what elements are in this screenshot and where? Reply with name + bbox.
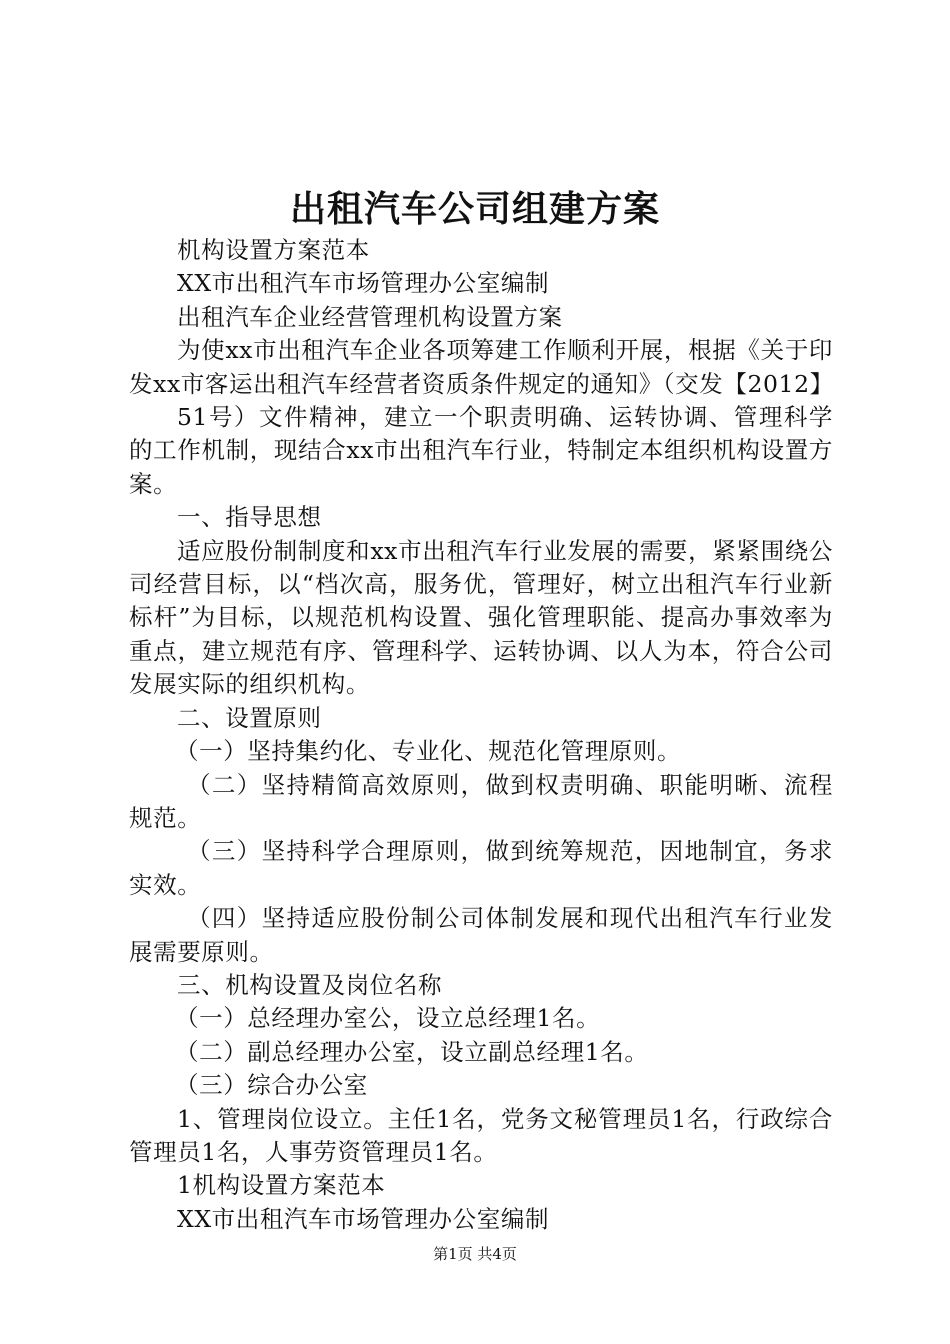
list-item: （一）坚持集约化、专业化、规范化管理原则。 bbox=[175, 737, 682, 766]
paragraph: 机构设置方案范本 bbox=[177, 236, 370, 264]
list-item: （四）坚持适应股份制公司体制发展和现代出租汽车行业发展需要原则。 bbox=[129, 904, 833, 966]
list-item: （二）副总经理办公室，设立副总经理1名。 bbox=[175, 1037, 649, 1066]
section-heading: 二、设置原则 bbox=[177, 703, 322, 732]
page-footer: 第1页 共4页 bbox=[433, 1245, 517, 1263]
paragraph: 1机构设置方案范本 bbox=[177, 1171, 386, 1200]
list-item: （三）坚持科学合理原则，做到统筹规范，因地制宜，务求实效。 bbox=[129, 837, 833, 899]
list-item: （三）综合办公室 bbox=[175, 1071, 368, 1100]
paragraph: 1、管理岗位设立。主任1名，党务文秘管理员1名，行政综合管理员1名，人事劳资管理员1名。 bbox=[129, 1104, 833, 1166]
paragraph: 适应股份制制度和xx市出租汽车行业发展的需要，紧紧围绕公司经营目标，以“档次高，服务优，管理好，树立出租汽车行业新标杆”为目标，以规范机构设置、强化管理职能、提高办事效率为重点，建立规范有序、管理科学、运转协调、以人为本，符合公司发展实际的组织机构。 bbox=[129, 536, 833, 699]
paragraph: 出租汽车企业经营管理机构设置方案 bbox=[177, 302, 563, 331]
document-body bbox=[129, 234, 833, 1236]
document-title: 出租汽车公司组建方案 bbox=[289, 188, 660, 230]
paragraph: XX市出租汽车市场管理办公室编制 bbox=[177, 269, 550, 298]
section-heading: 三、机构设置及岗位名称 bbox=[177, 970, 443, 999]
section-heading: 一、指导思想 bbox=[177, 503, 322, 532]
list-item: （二）坚持精简高效原则，做到权责明确、职能明晰、流程规范。 bbox=[129, 770, 833, 832]
list-item: （一）总经理办室公，设立总经理1名。 bbox=[175, 1004, 601, 1033]
paragraph: 为使xx市出租汽车企业各项筹建工作顺利开展，根据《关于印发xx市客运出租汽车经营者资质条件规定的通知》（交发【2012】 bbox=[129, 336, 834, 398]
paragraph: XX市出租汽车市场管理办公室编制 bbox=[177, 1204, 550, 1233]
paragraph: 51号）文件精神，建立一个职责明确、运转协调、管理科学的工作机制，现结合xx市出租汽车行业，特制定本组织机构设置方案。 bbox=[129, 403, 833, 498]
